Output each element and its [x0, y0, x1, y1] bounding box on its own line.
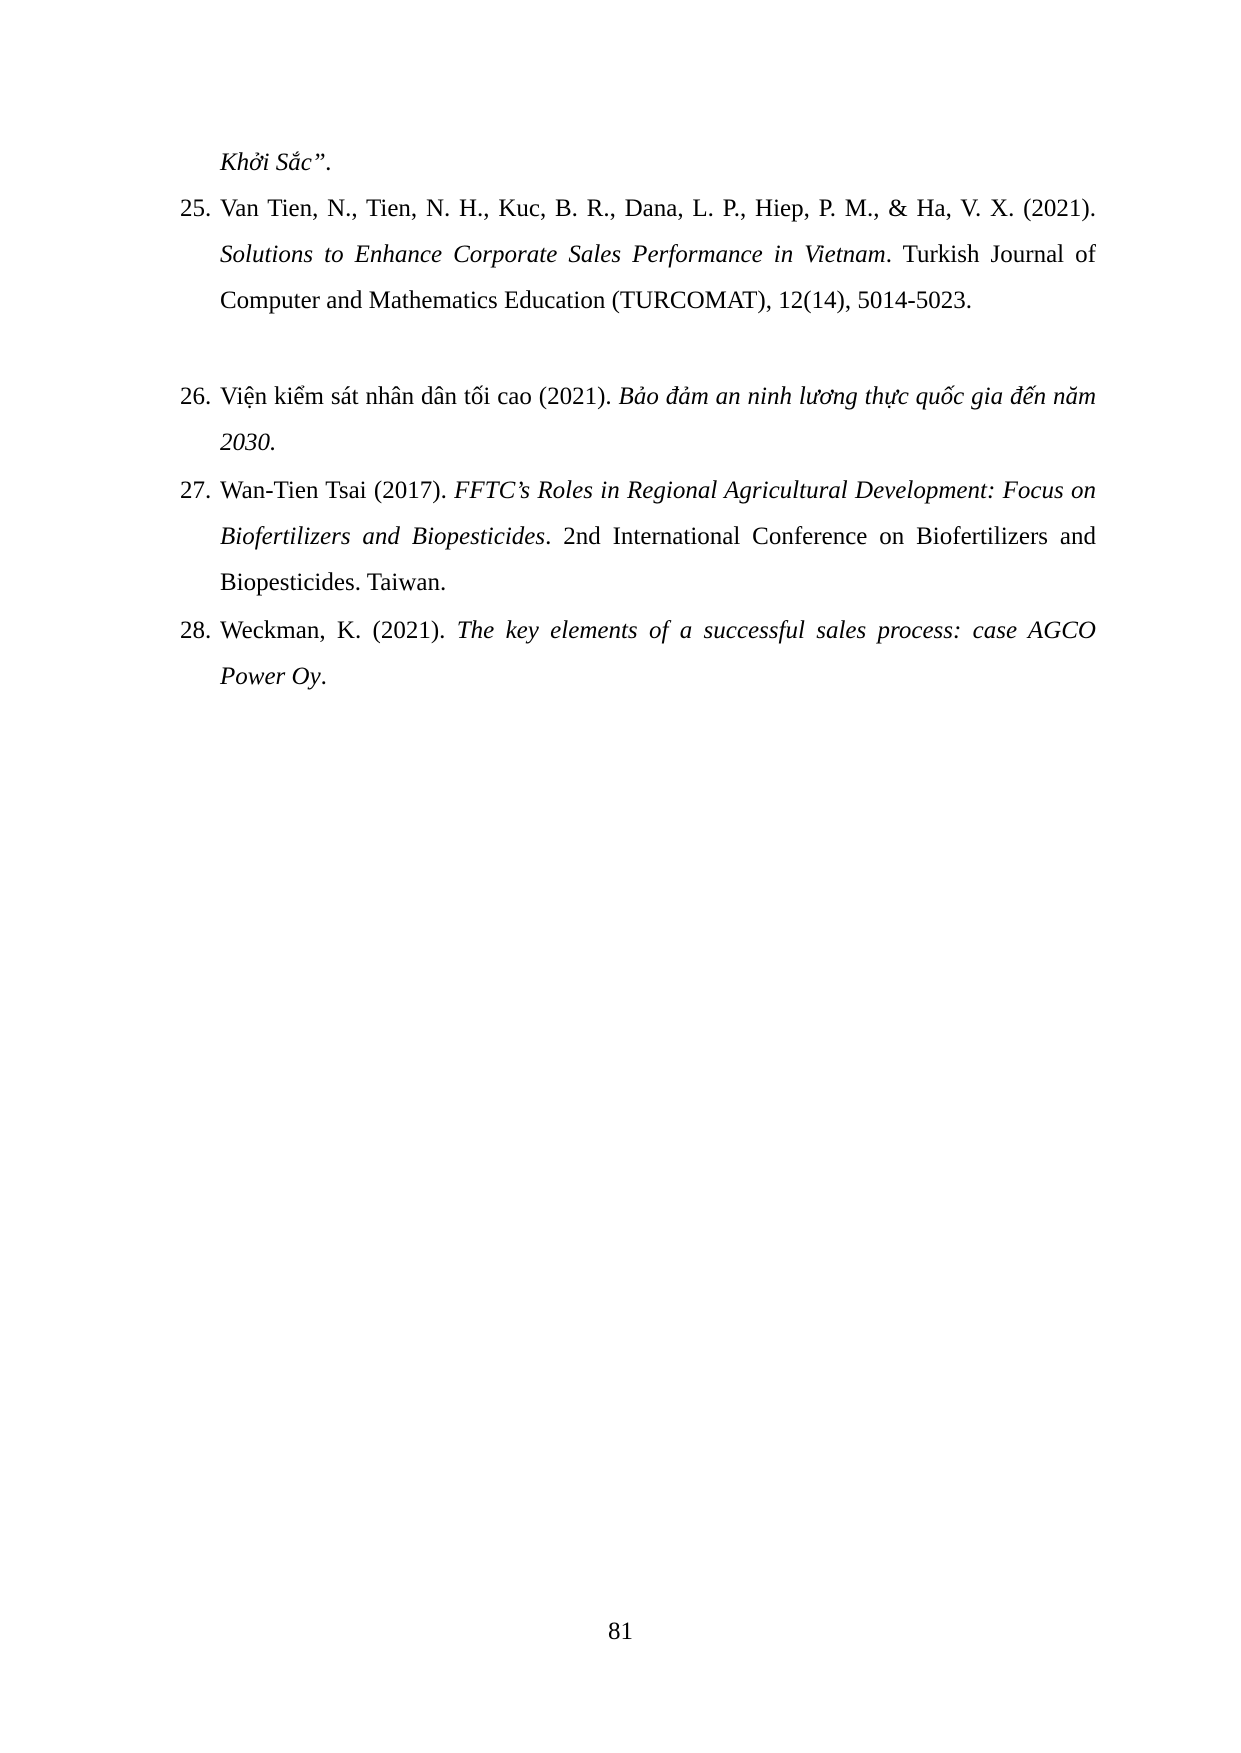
- reference-authors: Wan-Tien Tsai (2017).: [220, 477, 455, 504]
- reference-item: [180, 374, 1096, 466]
- reference-number: 28.: [180, 617, 212, 644]
- reference-text: [220, 374, 1096, 466]
- reference-source: . Turkish Journal of Computer and Mathematics Education (TURCOMAT), 12(14), 5014-5023.: [220, 241, 1096, 314]
- reference-continuation: Khởi Sắc”.: [220, 149, 332, 176]
- reference-authors: Weckman, K. (2021).: [220, 617, 457, 644]
- reference-source: .: [320, 663, 327, 690]
- reference-number: 26.: [180, 383, 212, 410]
- reference-title: FFTC’s Roles in Regional Agricultural Development: Focus on Biofertilizers and Biopesticides: [220, 477, 1096, 550]
- reference-source: . 2nd International Conference on Biofertilizers and Biopesticides. Taiwan.: [220, 523, 1096, 596]
- reference-title: Bảo đảm an ninh lương thực quốc gia đến năm 2030.: [220, 383, 1096, 456]
- reference-title: The key elements of a successful sales process: case AGCO Power Oy: [220, 617, 1096, 690]
- reference-authors: Viện kiểm sát nhân dân tối cao (2021).: [220, 383, 619, 410]
- reference-item: [180, 608, 1096, 700]
- reference-item: [180, 186, 1096, 324]
- reference-text: [220, 186, 1096, 324]
- reference-number: 27.: [180, 477, 212, 504]
- reference-title: Solutions to Enhance Corporate Sales Performance in Vietnam: [220, 241, 886, 268]
- reference-number: 25.: [180, 195, 212, 222]
- reference-text: [220, 608, 1096, 700]
- reference-text: [220, 468, 1096, 606]
- reference-item: [180, 468, 1096, 606]
- reference-authors: Van Tien, N., Tien, N. H., Kuc, B. R., Dana, L. P., Hiep, P. M., & Ha, V. X. (2021).: [220, 195, 1096, 222]
- page-number: 81: [608, 1618, 633, 1645]
